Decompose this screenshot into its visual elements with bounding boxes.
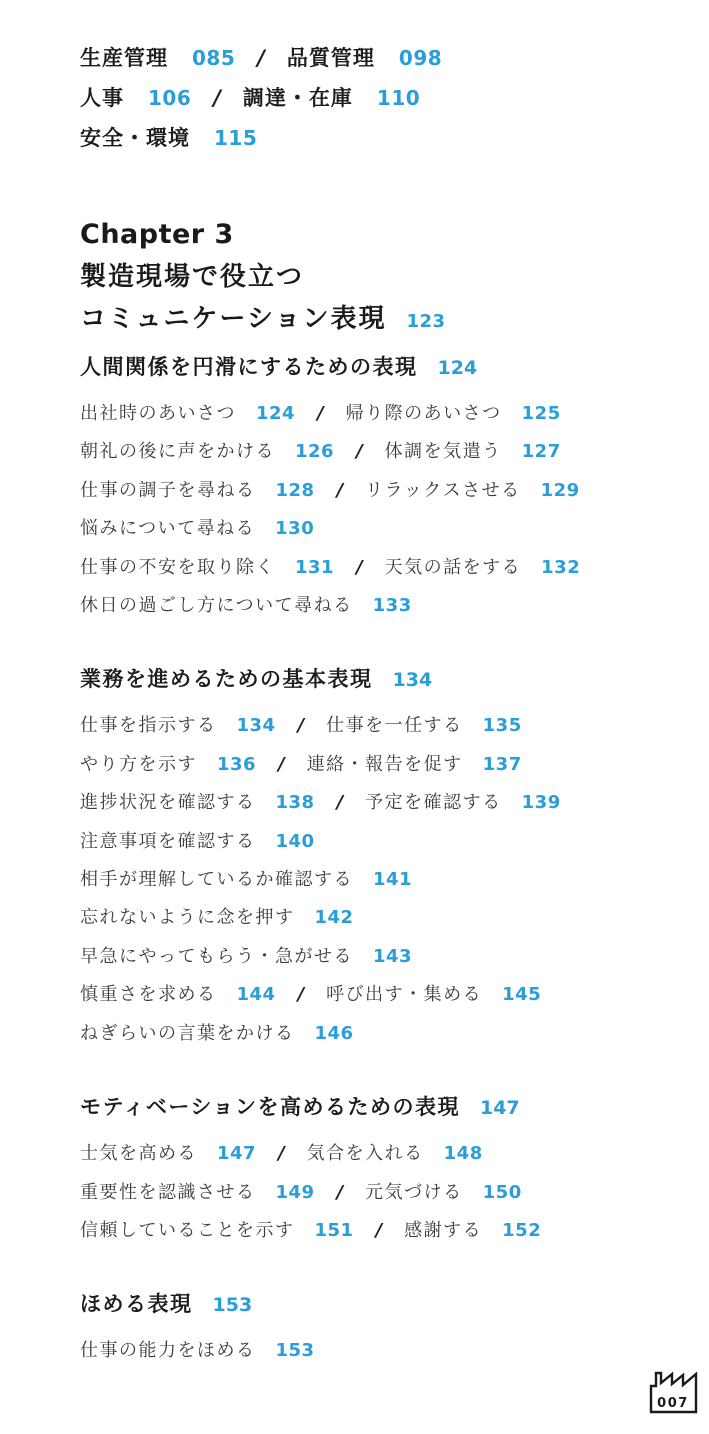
toc-entry-label: 注意事項を確認する bbox=[80, 830, 256, 852]
toc-entry-page: 133 bbox=[372, 595, 412, 617]
toc-row bbox=[80, 395, 679, 433]
toc-entry-page: 153 bbox=[275, 1340, 315, 1362]
toc-entry-page: 126 bbox=[295, 441, 335, 463]
toc-entry-label: 人事 bbox=[80, 86, 124, 110]
toc-row bbox=[80, 38, 679, 78]
toc-entry-label: 仕事の調子を尋ねる bbox=[80, 479, 256, 501]
toc-entry-label: やり方を示す bbox=[80, 753, 197, 775]
top-entries bbox=[80, 38, 679, 158]
toc-entry-label: 士気を高める bbox=[80, 1143, 197, 1165]
slash-separator: / bbox=[257, 46, 265, 70]
section-title-text: 人間関係を円滑にするための表現 bbox=[80, 355, 418, 379]
slash-separator: / bbox=[317, 403, 324, 424]
section-title bbox=[80, 352, 679, 383]
factory-icon bbox=[647, 1370, 701, 1414]
section-title-text: ほめる表現 bbox=[80, 1292, 193, 1317]
toc-row bbox=[80, 549, 679, 587]
slash-separator: / bbox=[356, 556, 363, 578]
slash-separator: / bbox=[278, 753, 285, 775]
toc-entry-label: 出社時のあいさつ bbox=[80, 403, 236, 424]
toc-row bbox=[80, 707, 679, 745]
footer-page-number: 007 bbox=[657, 1396, 689, 1411]
toc-entry-label: 仕事を一任する bbox=[326, 715, 463, 737]
toc-entry-label: 予定を確認する bbox=[365, 792, 502, 814]
toc-row bbox=[80, 861, 679, 899]
toc-section bbox=[80, 1092, 679, 1250]
toc-entry-label: 休日の過ごし方について尋ねる bbox=[80, 595, 353, 617]
toc-entry-page: 131 bbox=[295, 556, 335, 578]
toc-entry-page: 147 bbox=[217, 1143, 257, 1165]
chapter-heading-block bbox=[80, 214, 679, 343]
toc-entry-page: 098 bbox=[398, 46, 443, 70]
toc-entry-page: 138 bbox=[275, 792, 315, 814]
section-entries bbox=[80, 1332, 679, 1370]
toc-row bbox=[80, 1332, 679, 1370]
toc-row bbox=[80, 938, 679, 976]
chapter-label: Chapter 3 bbox=[80, 219, 234, 250]
toc-entry-page: 128 bbox=[275, 479, 315, 501]
toc-section bbox=[80, 1289, 679, 1370]
toc-entry-label: 帰り際のあいさつ bbox=[345, 403, 502, 424]
section-title bbox=[80, 1289, 679, 1320]
toc-entry-page: 151 bbox=[314, 1219, 354, 1241]
toc-entry-label: 品質管理 bbox=[286, 46, 375, 70]
section-page-number: 134 bbox=[392, 669, 433, 692]
chapter-title-line1: 製造現場で役立つ bbox=[80, 262, 305, 292]
toc-entry-label: 調達・在庫 bbox=[242, 86, 353, 110]
section-title bbox=[80, 1092, 679, 1123]
slash-separator: / bbox=[213, 86, 221, 110]
toc-section bbox=[80, 352, 679, 625]
chapter-page-number: 123 bbox=[406, 311, 446, 332]
toc-entry-label: 朝礼の後に声をかける bbox=[80, 441, 275, 463]
slash-separator: / bbox=[336, 1181, 344, 1203]
toc-entry-page: 124 bbox=[256, 403, 296, 424]
toc-row bbox=[80, 78, 679, 118]
section-entries bbox=[80, 395, 679, 625]
slash-separator: / bbox=[375, 1219, 383, 1241]
toc-entry-page: 085 bbox=[192, 46, 236, 70]
toc-sections bbox=[80, 352, 679, 1371]
slash-separator: / bbox=[278, 1143, 285, 1165]
toc-entry-page: 150 bbox=[482, 1181, 522, 1203]
toc-entry-page: 136 bbox=[217, 753, 257, 775]
toc-entry-page: 115 bbox=[214, 126, 258, 150]
toc-entry-page: 149 bbox=[275, 1181, 315, 1203]
toc-entry-page: 132 bbox=[541, 556, 581, 578]
toc-entry-page: 130 bbox=[275, 518, 315, 540]
slash-separator: / bbox=[336, 479, 344, 501]
toc-row bbox=[80, 1212, 679, 1250]
toc-section bbox=[80, 664, 679, 1053]
toc-entry-page: 134 bbox=[236, 715, 276, 737]
toc-entry-label: 安全・環境 bbox=[80, 126, 190, 150]
toc-entry-page: 140 bbox=[275, 830, 315, 852]
toc-row bbox=[80, 472, 679, 510]
toc-entry-page: 142 bbox=[314, 907, 354, 929]
toc-entry-page: 129 bbox=[540, 479, 580, 501]
toc-entry-label: 天気の話をする bbox=[384, 556, 522, 578]
toc-entry-label: 呼び出す・集める bbox=[326, 984, 483, 1006]
chapter-title-text: コミュニケーション表現 bbox=[80, 304, 387, 334]
toc-entry-page: 125 bbox=[521, 403, 561, 424]
slash-separator: / bbox=[297, 715, 305, 737]
toc-row bbox=[80, 976, 679, 1014]
toc-entry-page: 139 bbox=[521, 792, 561, 814]
toc-entry-page: 152 bbox=[502, 1219, 542, 1241]
page-footer bbox=[647, 1370, 701, 1414]
toc-row bbox=[80, 118, 679, 158]
toc-entry-page: 144 bbox=[236, 984, 276, 1006]
toc-entry-label: 感謝する bbox=[404, 1219, 483, 1241]
toc-entry-label: 悩みについて尋ねる bbox=[80, 518, 256, 540]
toc-entry-label: 慎重さを求める bbox=[80, 984, 217, 1006]
toc-entry-page: 148 bbox=[443, 1143, 483, 1165]
toc-entry-label: 仕事の不安を取り除く bbox=[80, 556, 275, 578]
section-entries bbox=[80, 707, 679, 1053]
toc-row bbox=[80, 433, 679, 471]
section-entries bbox=[80, 1135, 679, 1250]
toc-entry-label: 仕事を指示する bbox=[80, 715, 217, 737]
toc-entry-label: 忘れないように念を押す bbox=[80, 907, 295, 929]
toc-entry-label: 信頼していることを示す bbox=[80, 1219, 295, 1241]
slash-separator: / bbox=[336, 792, 344, 814]
toc-entry-label: 生産管理 bbox=[80, 46, 168, 70]
toc-entry-page: 146 bbox=[314, 1022, 354, 1044]
toc-row bbox=[80, 1135, 679, 1173]
toc-row bbox=[80, 1015, 679, 1053]
toc-entry-label: 進捗状況を確認する bbox=[80, 792, 256, 814]
toc-entry-label: 元気づける bbox=[365, 1181, 463, 1203]
toc-entry-label: 気合を入れる bbox=[306, 1143, 424, 1165]
toc-row bbox=[80, 587, 679, 625]
toc-entry-label: 体調を気遣う bbox=[384, 441, 502, 463]
toc-entry-label: 連絡・報告を促す bbox=[306, 753, 463, 775]
toc-entry-page: 106 bbox=[148, 86, 192, 110]
toc-row bbox=[80, 1174, 679, 1212]
toc-row bbox=[80, 823, 679, 861]
toc-entry-page: 137 bbox=[482, 753, 522, 775]
toc-entry-page: 135 bbox=[482, 715, 522, 737]
toc-entry-page: 141 bbox=[373, 869, 413, 891]
toc-entry-page: 127 bbox=[521, 441, 561, 463]
section-page-number: 147 bbox=[479, 1097, 520, 1120]
chapter-title-line2 bbox=[80, 298, 679, 343]
toc-entry-label: リラックスさせる bbox=[365, 479, 521, 501]
toc-row bbox=[80, 784, 679, 822]
toc-entry-page: 110 bbox=[376, 86, 421, 110]
toc-entry-label: 相手が理解しているか確認する bbox=[80, 869, 353, 891]
toc-entry-label: 重要性を認識させる bbox=[80, 1181, 256, 1203]
toc-row bbox=[80, 746, 679, 784]
toc-entry-label: ねぎらいの言葉をかける bbox=[80, 1022, 295, 1044]
toc-entry-page: 143 bbox=[373, 945, 413, 967]
slash-separator: / bbox=[297, 984, 305, 1006]
section-title bbox=[80, 664, 679, 695]
toc-row bbox=[80, 899, 679, 937]
toc-row bbox=[80, 510, 679, 548]
section-page-number: 124 bbox=[437, 357, 478, 379]
toc-entry-label: 仕事の能力をほめる bbox=[80, 1340, 256, 1362]
toc-entry-page: 145 bbox=[502, 984, 542, 1006]
toc-entry-label: 早急にやってもらう・急がせる bbox=[80, 945, 353, 967]
section-page-number: 153 bbox=[212, 1294, 253, 1317]
section-title-text: 業務を進めるための基本表現 bbox=[80, 667, 373, 692]
section-title-text: モティベーションを高めるための表現 bbox=[80, 1095, 460, 1120]
slash-separator: / bbox=[356, 441, 363, 463]
